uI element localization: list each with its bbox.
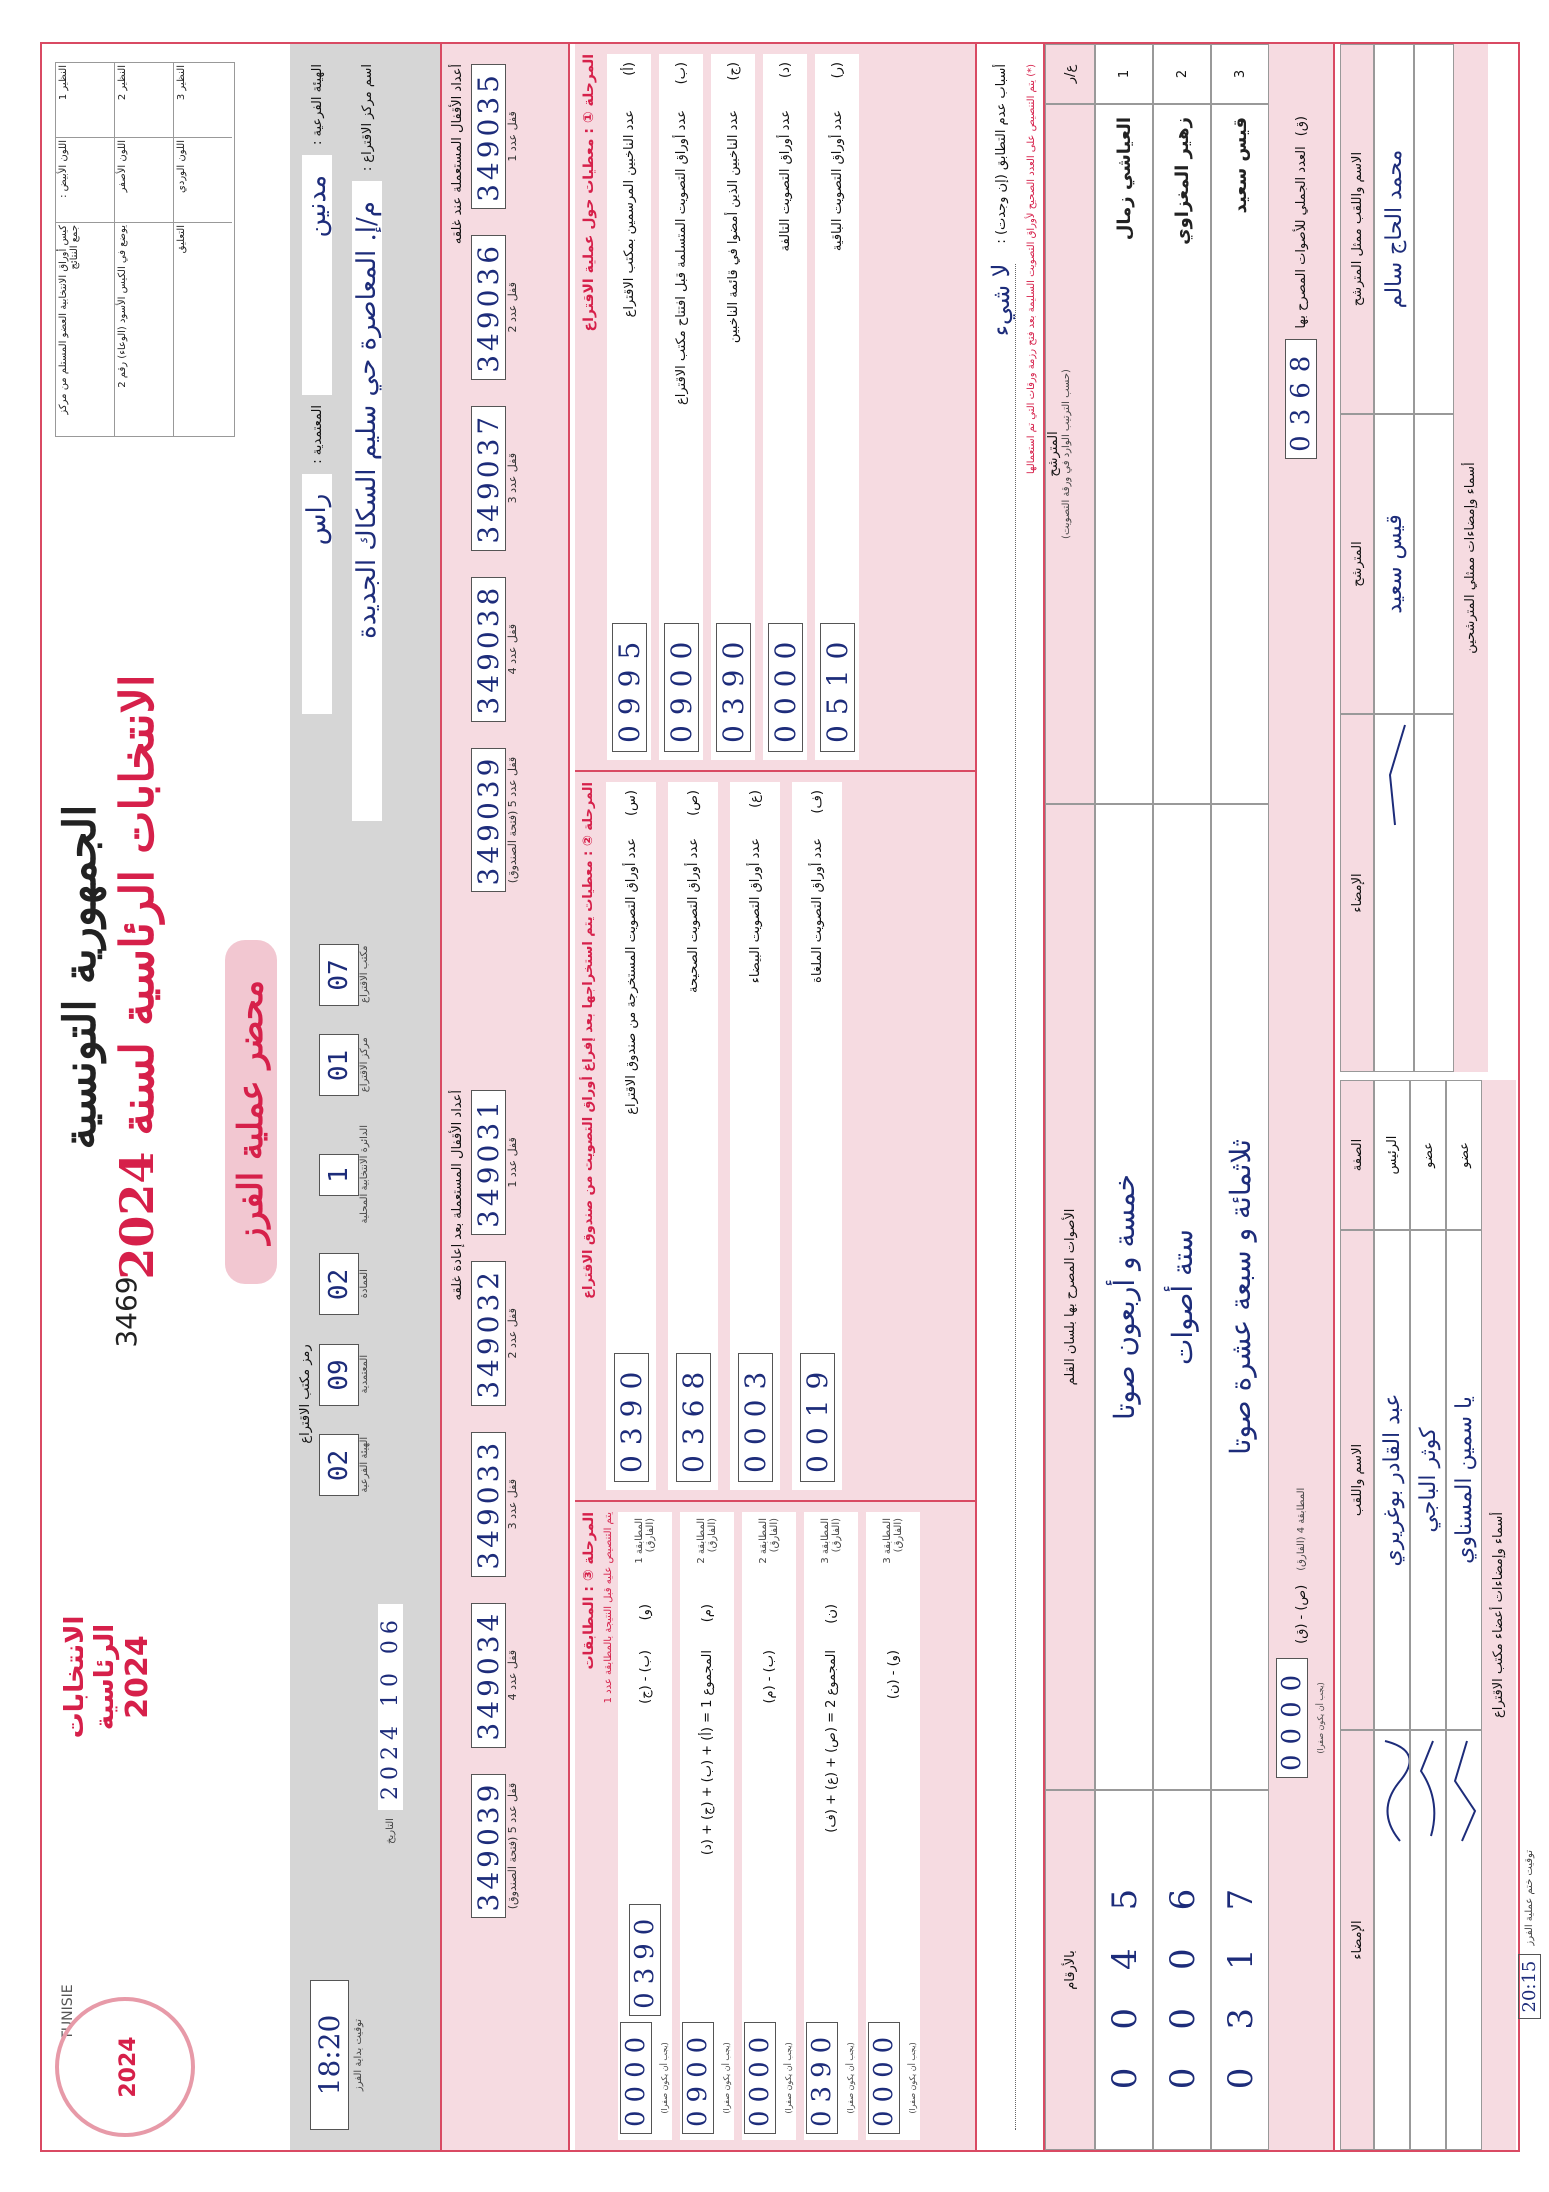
candidate-3-name: قيس سعيد <box>1211 104 1269 804</box>
stage3-row-5-hint: (يجب أن يكون صفرا) <box>907 2042 917 2114</box>
rep-row <box>1374 44 1414 1072</box>
end-time-value: 20:15 <box>1518 1954 1541 2020</box>
member-1-signature <box>1374 1730 1410 2150</box>
match4-value: 0000 <box>1276 1658 1308 1778</box>
candidates-total-row <box>1269 44 1333 2150</box>
seal-before-1 <box>471 64 519 209</box>
reasons-row <box>975 44 1045 2150</box>
logo-text: الانتخابات الرئاسية <box>60 1615 120 1739</box>
candidate-2-words: ستة أصوات <box>1153 804 1211 1790</box>
stage2-row-sad-value: 0368 <box>676 1353 711 1482</box>
stage3-row-2-formula: المجموع 1 = (أ) + (ب) + (ج) + (د) <box>699 1650 715 1856</box>
center-value: م/إ. المعاصرة حي سليم السكاك الجديدة <box>352 181 382 821</box>
election-logo <box>60 1562 220 1792</box>
isie-text: TUNISIE <box>60 1984 76 2040</box>
stage2-row-fa-value: 0019 <box>800 1353 835 1482</box>
stage1-row-b <box>659 54 703 760</box>
seal-before-1-value: 349035 <box>471 64 506 209</box>
col-num: ع/ر <box>1045 44 1095 104</box>
stage3-row-1-hint: (يجب أن يكون صفرا) <box>659 2042 669 2114</box>
stage3-panel <box>575 1502 975 2150</box>
stage2-row-s-code: (س) <box>623 790 639 817</box>
stage1-row-d <box>763 54 807 760</box>
seal-after-2 <box>471 1261 519 1406</box>
reps-table <box>1340 44 1518 1072</box>
stage1-row-c <box>711 54 755 760</box>
stage2-row-ain <box>730 782 780 1490</box>
official-stamp <box>55 1997 195 2137</box>
signature-mark <box>1375 1731 1409 1851</box>
seal-after-1 <box>471 1090 519 1235</box>
stage3-row-1-name: المطابقة 1 (الفارق) <box>634 1518 656 1564</box>
seal-after-3 <box>471 1432 519 1577</box>
code-delegation-label: المعتمدية <box>359 1354 370 1394</box>
seals-before-title: أعداد الأقفال المستعملة عند غلقه <box>450 64 465 245</box>
stage3-row-3-formula: (ب) - (م) <box>761 1650 777 1704</box>
code-center-digits: 01 <box>319 1035 359 1097</box>
total-value: 0368 <box>1285 339 1317 459</box>
reps-col-sign: الإمضاء <box>1340 714 1374 1072</box>
seal-after-4-value: 349034 <box>471 1603 506 1748</box>
member-3-name: يا سمين المسناوي <box>1446 1230 1482 1730</box>
municipality-label: المعتمدية : <box>309 405 325 464</box>
start-time-label: توقيت بداية الفرز <box>353 2018 364 2092</box>
legend-table <box>55 62 235 437</box>
candidate-1-words: خمسة و أربعون صوتا <box>1095 804 1153 1790</box>
match4-result <box>1276 1658 1327 1778</box>
stage2-row-ain-code: (ع) <box>747 790 763 808</box>
members-col-sign: الإمضاء <box>1340 1730 1374 2150</box>
stage2-row-sad-code: (ص) <box>685 790 701 816</box>
code-region <box>319 1434 370 1495</box>
members-col-role: الصفة <box>1340 1080 1374 1230</box>
candidates-header <box>1045 44 1095 2150</box>
seal-before-4-value: 349038 <box>471 577 506 722</box>
col-name-cell <box>1045 104 1095 804</box>
stage3-row-3-name: المطابقة 2 (الفارق) <box>758 1518 780 1564</box>
rep-1-name: محمد الحاج سالم <box>1374 44 1414 414</box>
stage3-row-1-code: (و) <box>637 1604 653 1621</box>
col-digits: بالأرقام <box>1045 1790 1095 2150</box>
seal-before-2-value: 349036 <box>471 235 506 380</box>
bureau-codes <box>298 944 428 1844</box>
code-bureau-value <box>319 944 359 1005</box>
form-title: محضر عملية الفرز <box>225 940 277 1284</box>
col-words: الأصوات المصرح بها بلسان القلم <box>1045 804 1095 1790</box>
code-delegation-digits: 09 <box>319 1344 359 1406</box>
candidate-3-words: ثلاثمائة و سبعة عشرة صوتا <box>1211 804 1269 1790</box>
stage2-row-s-label: عدد أوراق التصويت المستخرجة من صندوق الاقتراع <box>623 838 639 1115</box>
stage3-row-5-name: المطابقة 3 (الفارق) <box>882 1518 904 1564</box>
seal-after-4-label: قفل عدد 4 <box>506 1649 519 1701</box>
col-name: المترشح <box>1046 431 1061 477</box>
stage3-row-5 <box>866 1512 920 2140</box>
seals-after-title: أعداد الأقفال المستعملة بعد إعادة غلقه <box>450 1090 465 1301</box>
seal-after-5 <box>471 1774 519 1919</box>
member-3-signature <box>1446 1730 1482 2150</box>
stage3-row-4-value: 0390 <box>806 2022 838 2134</box>
end-time-block <box>1518 1850 1546 2150</box>
code-center-label: مركز الاقتراع <box>359 1037 370 1093</box>
candidate-1-name: العياشي زمال <box>1095 104 1153 804</box>
code-region-digits: 02 <box>319 1434 359 1496</box>
legend-label-2: النظير 2 <box>115 63 173 138</box>
code-district <box>319 1125 370 1223</box>
reps-header <box>1340 44 1374 1072</box>
stage3-row-1 <box>618 1512 672 2140</box>
stage2-row-fa <box>792 782 842 1490</box>
stage3-title: المرحلة ③ : المطابقات <box>581 1512 597 1670</box>
members-table <box>1340 1080 1518 2150</box>
stage3-row-2-code: (م) <box>699 1604 715 1623</box>
stage3-row-1-formula: (ب) - (ج) <box>637 1650 653 1704</box>
stage2-row-fa-code: (ف) <box>809 790 825 814</box>
code-district-digits: 1 <box>319 1154 359 1196</box>
candidate-row <box>1153 44 1211 2150</box>
center-label: اسم مركز الاقتراع : <box>359 64 375 172</box>
identity-row-region <box>302 64 342 884</box>
rep-row <box>1414 44 1454 1072</box>
stage3-row-2-value: 0900 <box>682 2022 714 2134</box>
member-2-signature <box>1410 1730 1446 2150</box>
seal-before-1-label: قفل عدد 1 <box>506 111 519 162</box>
codes-title: رمز مكتب الاقتراع <box>298 1344 313 1444</box>
stage1-row-c-code: (ج) <box>725 62 741 81</box>
stage3-row-1-value: 0000 <box>620 2022 652 2134</box>
member-3-role: عضو <box>1446 1080 1482 1230</box>
stage3-row-4-hint: (يجب أن يكون صفرا) <box>845 2042 855 2114</box>
code-bureau-digits: 07 <box>319 944 359 1006</box>
members-header <box>1340 1080 1374 2150</box>
seal-before-4-label: قفل عدد 4 <box>506 623 519 675</box>
code-delegation <box>319 1344 370 1405</box>
stage1-row-a-code: (أ) <box>621 62 637 76</box>
stage3-row-2-name: المطابقة 2 (الفارق) <box>696 1518 718 1564</box>
seal-before-3-value: 349037 <box>471 406 506 551</box>
end-time-label: توقيت ختم عملية الفرز <box>1524 1850 1535 1946</box>
member-row <box>1374 1080 1410 2150</box>
stage1-row-b-code: (ب) <box>673 62 689 85</box>
identity-panel <box>290 44 440 2150</box>
region-value: مدنين <box>302 155 332 395</box>
seals-after <box>450 1090 519 2130</box>
legend-desc-1: كيس أوراق الانتخابية العضو المستلم من مركز جمع النتائج <box>58 225 80 415</box>
col-name-sub: (حسب الترتيب الوارد في ورقة التصويت) <box>1061 369 1072 539</box>
stage3-row-3-result <box>744 2022 795 2134</box>
stage2-panel <box>575 772 975 1502</box>
candidate-3-num: 3 <box>1211 44 1269 104</box>
code-bureau <box>319 944 370 1005</box>
rep-2-name <box>1414 44 1454 414</box>
seal-before-5 <box>471 748 519 893</box>
date-row <box>378 944 403 1844</box>
stage1-row-e <box>815 54 859 760</box>
code-center <box>319 1035 370 1096</box>
seals-before <box>450 64 519 1064</box>
page-number: 3469 <box>110 1276 143 1348</box>
stage3-row-3-hint: (يجب أن يكون صفرا) <box>783 2042 793 2114</box>
member-row <box>1410 1080 1446 2150</box>
match4-formula: (ص) - (ق) <box>1293 1584 1309 1644</box>
member-row <box>1446 1080 1482 2150</box>
date-value: 2024 10 06 <box>378 1604 403 1810</box>
match4-hint: (يجب أن يكون صفرا) <box>1315 1682 1325 1754</box>
stage2-row-ain-value: 0003 <box>738 1353 773 1482</box>
seal-before-4 <box>471 577 519 722</box>
stage1-row-b-value: 0900 <box>664 623 699 752</box>
stage3-row-4-code: (ن) <box>823 1604 839 1624</box>
match4-label: المطابقة 4 (الفارق) <box>1295 1487 1307 1571</box>
stage2-row-sad-label: عدد أوراق التصويت الصحيحة <box>685 838 701 994</box>
stage3-row-3-value: 0000 <box>744 2022 776 2134</box>
region-label: الهيئة الفرعية : <box>309 64 325 145</box>
seal-after-2-value: 349032 <box>471 1261 506 1406</box>
stage3-row-5-value: 0000 <box>868 2022 900 2134</box>
code-region-label: الهيئة الفرعية <box>359 1436 370 1493</box>
rep-2-signature <box>1414 714 1454 1072</box>
stamp-year: 2024 <box>116 2036 141 2098</box>
seals-panel <box>440 44 570 2150</box>
stage1-row-d-value: 0000 <box>768 623 803 752</box>
signature-mark <box>1411 1731 1445 1851</box>
signature-mark <box>1375 715 1411 835</box>
seal-after-5-value: 349039 <box>471 1774 506 1919</box>
republic-title: الجمهورية التونسية <box>55 804 106 1150</box>
members-footer <box>1482 1080 1516 2150</box>
seal-after-3-value: 349033 <box>471 1432 506 1577</box>
start-time-block <box>310 1980 410 2130</box>
seal-after-3-label: قفل عدد 3 <box>506 1479 519 1530</box>
total-label: العدد الجملي للأصوات المصرح بها <box>1293 146 1309 329</box>
candidate-row <box>1211 44 1269 2150</box>
code-imada-label: العمادة <box>359 1269 370 1299</box>
stage3-row-2 <box>680 1512 734 2140</box>
candidate-row <box>1095 44 1153 2150</box>
candidate-2-name: زهير المغزاوي <box>1153 104 1211 804</box>
stage3-row-2-result <box>682 2022 733 2134</box>
stage2-row-sad <box>668 782 718 1490</box>
stage3-row-5-result <box>868 2022 919 2134</box>
stage1-row-b-label: عدد أوراق التصويت المتسلمة قبل افتتاح مكتب الاقتراع <box>673 110 689 405</box>
seal-before-5-value: 349039 <box>471 748 506 893</box>
reasons-note: (*) يتم التنصيص على العدد الصحيح لأوراق التصويت السليمة بعد فتح رزمة ورقات التي تم استعمالها <box>1026 64 1037 475</box>
seal-before-3 <box>471 406 519 551</box>
rep-2-candidate <box>1414 414 1454 714</box>
member-1-role: الرئيس <box>1374 1080 1410 1230</box>
stage3-row-5-formula: (و) - (ن) <box>885 1650 901 1700</box>
stage2-row-s-value: 0390 <box>614 1353 649 1482</box>
stage1-row-c-value: 0390 <box>716 623 751 752</box>
code-imada-digits: 02 <box>319 1253 359 1315</box>
reps-col-name: الاسم واللقب ممثل المترشح <box>1340 44 1374 414</box>
stage1-row-d-code: (د) <box>777 62 793 78</box>
date-label: التاريخ <box>385 1818 396 1844</box>
legend-desc-3: التعليق <box>176 225 187 254</box>
stage3-row-2-hint: (يجب أن يكون صفرا) <box>721 2042 731 2114</box>
signature-mark <box>1447 1731 1481 1851</box>
candidates-table <box>1045 44 1335 2150</box>
match4-block <box>1276 828 1327 1790</box>
stage1-row-c-label: عدد الناخبين الذين أمضوا في قائمة الناخبين <box>725 110 741 344</box>
total-code: (ق) <box>1293 116 1309 137</box>
reps-title: أسماء وإمضاءات ممثلي المترشحين <box>1463 462 1478 654</box>
stage1-row-e-label: عدد أوراق التصويت الباقية <box>829 110 845 252</box>
candidate-2-num: 2 <box>1153 44 1211 104</box>
reasons-label: أسباب عدم التطابق (إن وجدت) : <box>994 64 1009 244</box>
legend-label-1: النظير 1 <box>56 63 114 138</box>
members-col-name: الاسم واللقب <box>1340 1230 1374 1730</box>
stage3-row-4-result <box>806 2022 857 2134</box>
legend-value-1: اللون الأبيض : <box>56 138 114 223</box>
stage3-row-4-name: المطابقة 3 (الفارق) <box>820 1518 842 1564</box>
identity-row-center <box>352 64 392 884</box>
seal-before-2 <box>471 235 519 380</box>
main-title: الانتخابات الرئاسية لسنة 2024 <box>110 674 164 1280</box>
stage1-panel <box>575 44 975 772</box>
stage1-row-d-label: عدد أوراق التصويت التالفة <box>777 110 793 252</box>
seal-after-1-value: 349031 <box>471 1090 506 1235</box>
stage2-row-s <box>606 782 656 1490</box>
seal-after-1-label: قفل عدد 1 <box>506 1137 519 1188</box>
stage1-row-a <box>607 54 651 760</box>
seal-before-2-label: قفل عدد 2 <box>506 282 519 333</box>
rep-1-signature <box>1374 714 1414 1072</box>
code-district-label: الدائرة الانتخابية المحلية <box>359 1125 370 1224</box>
start-time-value: 18:20 <box>310 1980 349 2130</box>
code-bureau-label: مكتب الاقتراع <box>359 945 370 1003</box>
logo-year: 2024 <box>120 1635 155 1719</box>
legend-value-3: اللون الوردي <box>174 138 232 223</box>
candidate-1-num: 1 <box>1095 44 1153 104</box>
stage2-title: المرحلة ② : معطيات يتم استخراجها بعد إفراغ أوراق التصويت من صندوق الاقتراع <box>581 782 596 1299</box>
rep-1-candidate: قيس سعيد <box>1374 414 1414 714</box>
member-1-name: عبد القادر بوغريري <box>1374 1230 1410 1730</box>
candidate-3-digits: 0317 <box>1211 1790 1269 2150</box>
stage3-note: يتم التنصيص عليه قبل النتيجة بالمطابقة عدد 1 <box>603 1512 614 1704</box>
stage1-row-e-value: 0510 <box>820 623 855 752</box>
stage1-row-e-code: (ر) <box>829 62 845 79</box>
seal-before-5-label: قفل عدد 5 (فتحة الصندوق) <box>506 756 519 884</box>
stage2-row-fa-label: عدد أوراق التصويت الملغاة <box>809 838 825 983</box>
legend-label-3: النظير 3 <box>174 63 232 138</box>
stage1-row-a-label: عدد الناخبين المرسمين بمكتب الاقتراع <box>621 110 637 318</box>
stage3-row-1-result <box>620 2022 671 2134</box>
stage3-row-4-formula: المجموع 2 = (ص) + (ع) + (ف) <box>823 1650 839 1833</box>
seal-after-4 <box>471 1603 519 1748</box>
stage1-row-a-value: 0995 <box>612 623 647 752</box>
stage3-row-3 <box>742 1512 796 2140</box>
seal-after-5-label: قفل عدد 5 (فتحة الصندوق) <box>506 1782 519 1910</box>
form-title-wrap <box>225 472 277 1752</box>
member-2-name: كوثر الباجي <box>1410 1230 1446 1730</box>
reasons-value: لا شيء <box>987 264 1016 2130</box>
members-title: أسماء وإمضاءات أعضاء مكتب الاقتراع <box>1491 1512 1506 1718</box>
legend-value-2: اللون الأصفر <box>115 138 173 223</box>
seal-before-3-label: قفل عدد 3 <box>506 453 519 504</box>
code-imada <box>319 1253 370 1314</box>
reps-footer <box>1454 44 1488 1072</box>
stage3-row-4 <box>804 1512 858 2140</box>
total-block <box>1285 104 1317 828</box>
seal-after-2-label: قفل عدد 2 <box>506 1308 519 1359</box>
member-2-role: عضو <box>1410 1080 1446 1230</box>
reps-col-candidate: المترشح <box>1340 414 1374 714</box>
municipality-value: راس <box>302 474 332 714</box>
candidate-1-digits: 0045 <box>1095 1790 1153 2150</box>
stage2-row-ain-label: عدد أوراق التصويت البيضاء <box>747 838 763 984</box>
stage3-row-1-value2: 0390 <box>629 1904 661 2016</box>
stage1-title: المرحلة ① : معطيات حول عملية الاقتراع <box>581 54 597 332</box>
legend-desc-2: يوضع في الكيس الأسود (الوعاء) رقم 2 <box>117 225 128 388</box>
candidate-2-digits: 0006 <box>1153 1790 1211 2150</box>
